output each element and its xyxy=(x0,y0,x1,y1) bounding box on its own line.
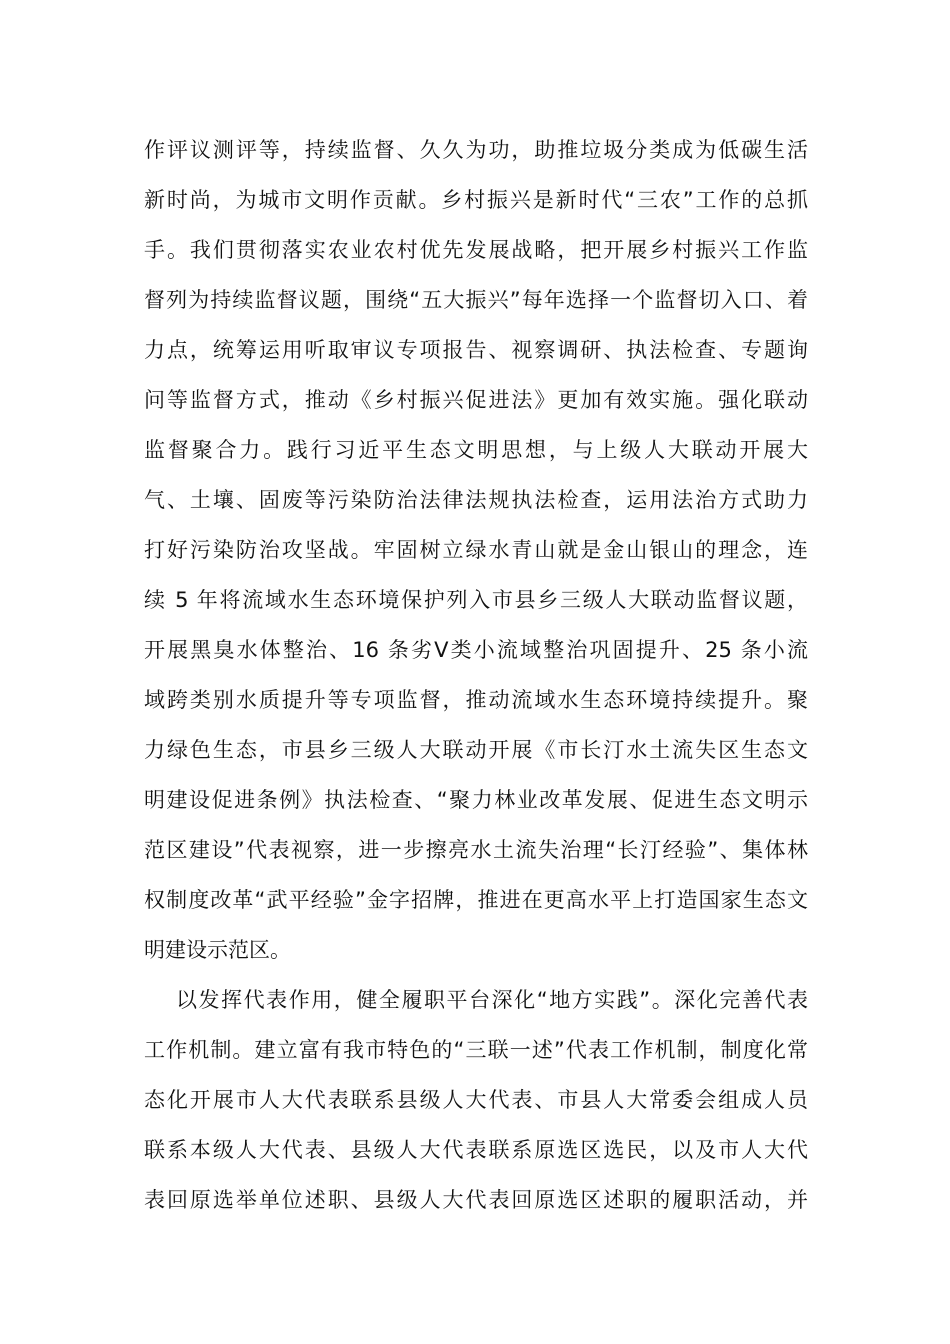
text-line: 开展黑臭水体整治、16 条劣Ⅴ类小流域整治巩固提升、25 条小流 xyxy=(144,638,808,662)
text-line: 表回原选举单位述职、县级人大代表回原选区述职的履职活动，并 xyxy=(144,1188,808,1212)
text-line: 以发挥代表作用，健全履职平台深化“地方实践”。深化完善代表 xyxy=(176,988,808,1012)
text-line: 督列为持续监督议题，围绕“五大振兴”每年选择一个监督切入口、着 xyxy=(144,288,808,312)
text-line: 力点，统筹运用听取审议专项报告、视察调研、执法检查、专题询 xyxy=(144,338,808,362)
text-line: 态化开展市人大代表联系县级人大代表、市县人大常委会组成人员 xyxy=(144,1088,808,1112)
text-line: 新时尚，为城市文明作贡献。乡村振兴是新时代“三农”工作的总抓 xyxy=(144,188,808,212)
text-line: 明建设示范区。 xyxy=(144,938,291,962)
text-line: 工作机制。建立富有我市特色的“三联一述”代表工作机制，制度化常 xyxy=(144,1038,808,1062)
text-line: 续 5 年将流域水生态环境保护列入市县乡三级人大联动监督议题， xyxy=(144,588,808,612)
text-line: 气、土壤、固废等污染防治法律法规执法检查，运用法治方式助力 xyxy=(144,488,808,512)
text-line: 监督聚合力。践行习近平生态文明思想，与上级人大联动开展大 xyxy=(144,438,808,462)
text-line: 问等监督方式，推动《乡村振兴促进法》更加有效实施。强化联动 xyxy=(144,388,808,412)
text-line: 作评议测评等，持续监督、久久为功，助推垃圾分类成为低碳生活 xyxy=(144,138,808,162)
text-line: 明建设促进条例》执法检查、“聚力林业改革发展、促进生态文明示 xyxy=(144,788,808,812)
text-line: 手。我们贯彻落实农业农村优先发展战略，把开展乡村振兴工作监 xyxy=(144,238,808,262)
text-line: 力绿色生态，市县乡三级人大联动开展《市长汀水土流失区生态文 xyxy=(144,738,808,762)
text-line: 打好污染防治攻坚战。牢固树立绿水青山就是金山银山的理念，连 xyxy=(144,538,808,562)
text-line: 域跨类别水质提升等专项监督，推动流域水生态环境持续提升。聚 xyxy=(144,688,808,712)
text-line: 权制度改革“武平经验”金字招牌，推进在更高水平上打造国家生态文 xyxy=(144,888,808,912)
text-line: 范区建设”代表视察，进一步擦亮水土流失治理“长汀经验”、集体林 xyxy=(144,838,808,862)
text-line: 联系本级人大代表、县级人大代表联系原选区选民，以及市人大代 xyxy=(144,1138,808,1162)
